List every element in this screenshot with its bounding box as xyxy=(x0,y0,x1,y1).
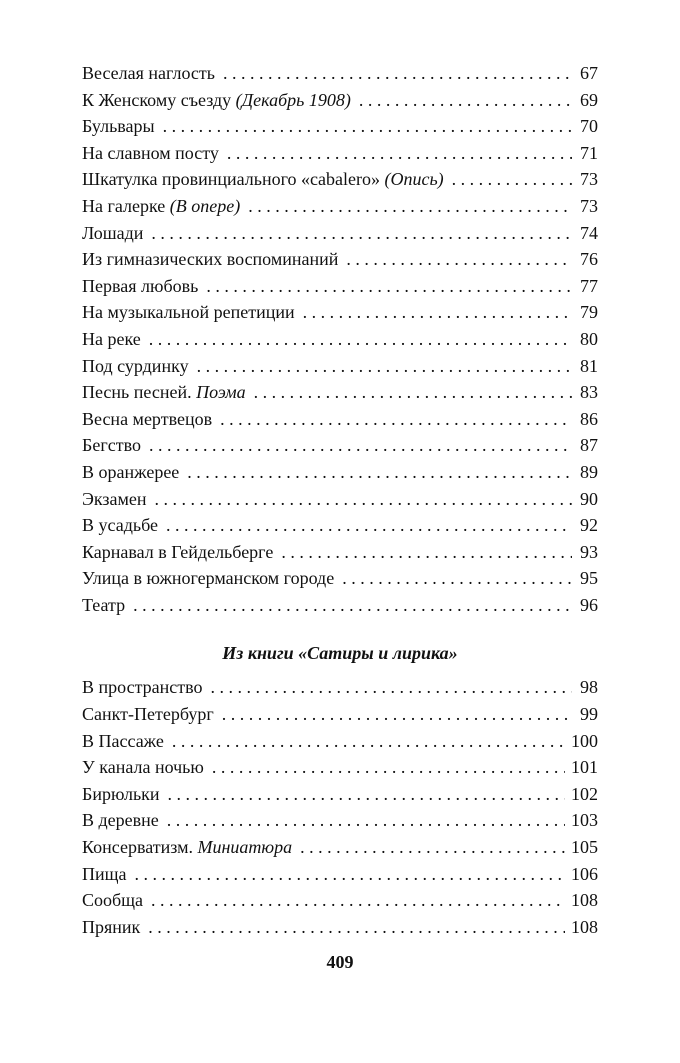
toc-entry-title-text: Из гимназических воспоминаний xyxy=(82,249,339,270)
toc-entry xyxy=(82,565,598,592)
dot-leader xyxy=(227,140,572,167)
toc-group-2 xyxy=(82,674,598,940)
toc-entry-page: 87 xyxy=(580,435,598,456)
toc-entry-page: 100 xyxy=(571,730,598,751)
toc-entry-title xyxy=(82,406,212,433)
toc-entry-title xyxy=(82,781,160,808)
toc-entry-title-text: Бульвары xyxy=(82,116,155,137)
toc-entry-title xyxy=(82,326,141,353)
toc-entry-page: 89 xyxy=(580,461,598,482)
toc-entry-title xyxy=(82,807,159,834)
toc-entry-page: 73 xyxy=(580,195,598,216)
toc-entry-page: 108 xyxy=(571,890,598,911)
dot-leader xyxy=(452,166,572,193)
dot-leader xyxy=(187,459,572,486)
toc-entry xyxy=(82,326,598,353)
toc-entry xyxy=(82,273,598,300)
toc-entry-page: 69 xyxy=(580,89,598,110)
toc-entry-subtitle: (В опере) xyxy=(169,195,241,216)
dot-leader xyxy=(359,87,572,114)
toc-entry-subtitle: Миниатюра xyxy=(197,837,293,858)
dot-leader xyxy=(222,701,572,728)
toc-entry xyxy=(82,459,598,486)
dot-leader xyxy=(254,379,572,406)
toc-entry xyxy=(82,861,598,888)
toc-entry-page: 73 xyxy=(580,169,598,190)
dot-leader xyxy=(223,60,572,87)
toc-entry xyxy=(82,781,598,808)
toc-entry-title xyxy=(82,166,444,193)
toc-entry-title xyxy=(82,565,334,592)
toc-entry-title-text: В оранжерее xyxy=(82,461,180,482)
toc-entry-page: 93 xyxy=(580,541,598,562)
dot-leader xyxy=(212,754,565,781)
toc-entry-title xyxy=(82,834,292,861)
toc-entry xyxy=(82,914,598,941)
toc-entry-title-text: Песнь песней. xyxy=(82,382,197,403)
toc-entry-title-text: Бегство xyxy=(82,435,141,456)
toc-entry xyxy=(82,140,598,167)
dot-leader xyxy=(248,193,572,220)
toc-entry-title-text: Пряник xyxy=(82,916,141,937)
toc-entry-title-text: Лошади xyxy=(82,222,144,243)
toc-entry-title xyxy=(82,379,246,406)
toc-entry-page: 71 xyxy=(580,142,598,163)
dot-leader xyxy=(303,299,572,326)
toc-entry-page: 83 xyxy=(580,382,598,403)
dot-leader xyxy=(151,220,572,247)
toc-entry-page: 90 xyxy=(580,488,598,509)
toc-entry-page: 70 xyxy=(580,116,598,137)
toc-entry-title xyxy=(82,459,179,486)
toc-entry xyxy=(82,539,598,566)
toc-entry-title-text: К Женскому съезду xyxy=(82,89,236,110)
toc-entry-subtitle: (Декабрь 1908) xyxy=(235,89,351,110)
toc-entry xyxy=(82,754,598,781)
toc-entry xyxy=(82,674,598,701)
toc-entry xyxy=(82,60,598,87)
dot-leader xyxy=(166,512,572,539)
toc-entry-page: 99 xyxy=(580,704,598,725)
toc-entry-title-text: Консерватизм. xyxy=(82,837,198,858)
toc-entry xyxy=(82,807,598,834)
toc-entry xyxy=(82,353,598,380)
toc-entry-page: 92 xyxy=(580,515,598,536)
toc-entry xyxy=(82,299,598,326)
toc-entry-title-text: Карнавал в Гейдельберге xyxy=(82,541,274,562)
section-heading: Из книги «Сатиры и лирика» xyxy=(222,643,458,664)
toc-entry-title xyxy=(82,914,140,941)
dot-leader xyxy=(163,113,572,140)
toc-entry xyxy=(82,379,598,406)
toc-entry-title-text: Веселая наглость xyxy=(82,63,215,83)
dot-leader xyxy=(206,273,572,300)
dot-leader xyxy=(346,246,572,273)
toc-entry-title-text: Под сурдинку xyxy=(82,355,189,376)
dot-leader xyxy=(167,807,565,834)
toc-entry-title-text: Сообща xyxy=(82,890,144,911)
toc-entry-title xyxy=(82,432,141,459)
toc-entry-title-text: Бирюльки xyxy=(82,783,160,804)
toc-entry-title-text: Весна мертвецов xyxy=(82,408,213,429)
toc-entry xyxy=(82,193,598,220)
toc-entry-page: 95 xyxy=(580,568,598,589)
toc-entry-title xyxy=(82,246,338,273)
toc-entry-subtitle: Поэма xyxy=(196,382,246,403)
toc-entry-subtitle: (Опись) xyxy=(384,169,444,190)
toc-entry-page: 80 xyxy=(580,328,598,349)
toc-entry-title-text: Экзамен xyxy=(82,488,147,509)
toc-entry-title xyxy=(82,299,295,326)
toc-entry xyxy=(82,166,598,193)
toc-entry xyxy=(82,406,598,433)
toc-entry-page: 103 xyxy=(571,810,598,831)
toc-entry-page: 79 xyxy=(580,302,598,323)
toc-entry-title-text: Улица в южногерманском городе xyxy=(82,568,335,589)
toc-entry xyxy=(82,486,598,513)
toc-entry-page: 106 xyxy=(571,863,598,884)
toc-entry-page: 98 xyxy=(580,677,598,698)
toc-entry-page: 96 xyxy=(580,594,598,615)
toc-entry-title xyxy=(82,512,158,539)
toc-entry-title-text: На музыкальной репетиции xyxy=(82,302,295,323)
toc-entry xyxy=(82,512,598,539)
toc-entry xyxy=(82,728,598,755)
toc-entry-page: 105 xyxy=(571,837,598,858)
toc-entry xyxy=(82,887,598,914)
toc-entry-title-text: В деревне xyxy=(82,810,159,831)
toc-entry xyxy=(82,220,598,247)
toc-entry-title-text: Театр xyxy=(82,594,126,615)
toc-entry-title-text: Шкатулка провинциального «cabalero» xyxy=(82,169,385,190)
toc-entry-title-text: У канала ночью xyxy=(82,757,204,778)
dot-leader xyxy=(281,539,572,566)
toc-entry-title xyxy=(82,140,219,167)
toc-entry-title xyxy=(82,193,240,220)
toc-entry-title xyxy=(82,754,204,781)
toc-entry xyxy=(82,246,598,273)
dot-leader xyxy=(300,834,565,861)
dot-leader xyxy=(172,728,565,755)
dot-leader xyxy=(149,432,572,459)
toc-entry-title-text: Пища xyxy=(82,863,127,884)
toc-entry-title-text: В пространство xyxy=(82,677,203,698)
toc-entry-page: 101 xyxy=(571,757,598,778)
toc-entry-title-text: Санкт-Петербург xyxy=(82,704,214,725)
dot-leader xyxy=(155,486,572,513)
toc-entry-title-text: В усадьбе xyxy=(82,515,158,536)
toc-entry-title xyxy=(82,113,155,140)
toc-entry-title xyxy=(82,674,203,701)
dot-leader xyxy=(148,914,565,941)
dot-leader xyxy=(133,592,572,619)
toc-entry-title xyxy=(82,273,198,300)
toc-entry-page: 108 xyxy=(571,916,598,937)
toc-entry-page: 102 xyxy=(571,783,598,804)
dot-leader xyxy=(168,781,565,808)
table-of-contents xyxy=(82,60,598,940)
toc-group-1 xyxy=(82,60,598,618)
dot-leader xyxy=(197,353,572,380)
toc-entry xyxy=(82,592,598,619)
toc-entry xyxy=(82,87,598,114)
toc-entry-page: 67 xyxy=(580,63,598,83)
toc-entry-page: 74 xyxy=(580,222,598,243)
toc-entry-page: 81 xyxy=(580,355,598,376)
toc-entry xyxy=(82,834,598,861)
dot-leader xyxy=(342,565,572,592)
toc-entry-title xyxy=(82,592,125,619)
toc-entry-title xyxy=(82,486,147,513)
dot-leader xyxy=(149,326,572,353)
dot-leader xyxy=(220,406,572,433)
toc-entry-title xyxy=(82,87,351,114)
toc-entry-page: 77 xyxy=(580,275,598,296)
toc-entry-title xyxy=(82,60,215,87)
toc-entry-title xyxy=(82,353,189,380)
toc-entry-title xyxy=(82,701,214,728)
dot-leader xyxy=(211,674,572,701)
toc-entry-title-text: Первая любовь xyxy=(82,275,199,296)
toc-entry-title-text: В Пассаже xyxy=(82,730,164,751)
toc-entry-title-text: На реке xyxy=(82,328,141,349)
toc-entry-title xyxy=(82,539,273,566)
toc-entry-title-text: На славном посту xyxy=(82,142,219,163)
toc-entry-title xyxy=(82,861,126,888)
toc-entry-title xyxy=(82,887,143,914)
dot-leader xyxy=(134,861,565,888)
toc-entry xyxy=(82,701,598,728)
dot-leader xyxy=(151,887,565,914)
toc-entry xyxy=(82,432,598,459)
toc-entry xyxy=(82,113,598,140)
page-number: 409 xyxy=(326,952,354,972)
toc-entry-title-text: На галерке xyxy=(82,195,170,216)
toc-entry-title xyxy=(82,728,164,755)
toc-entry-page: 86 xyxy=(580,408,598,429)
toc-entry-title xyxy=(82,220,143,247)
toc-entry-page: 76 xyxy=(580,249,598,270)
